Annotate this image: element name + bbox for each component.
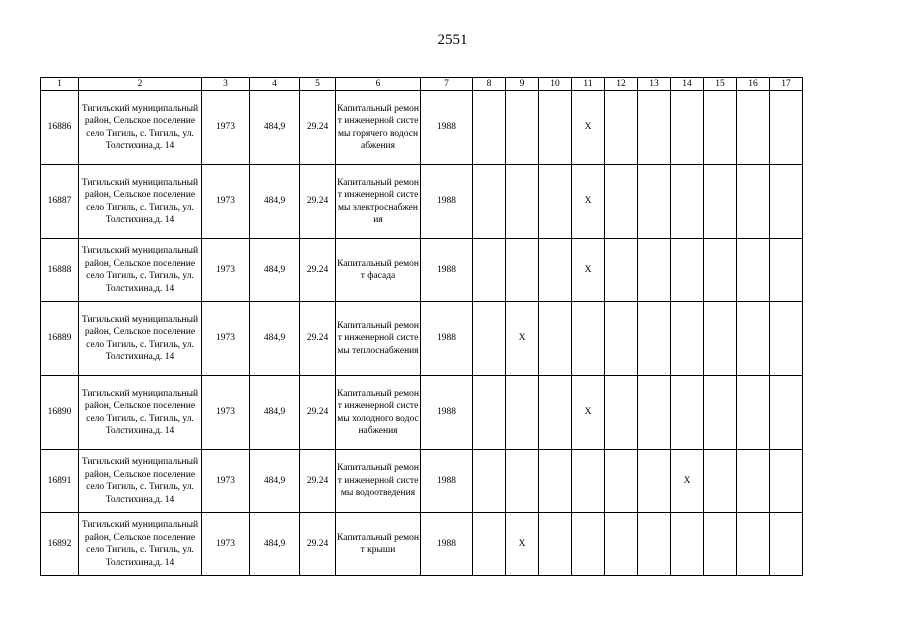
- work-type-cell: Капитальный ремонт инженерной системы водоотведения: [336, 450, 421, 513]
- mark-cell: [539, 165, 572, 239]
- mark-cell: [605, 239, 638, 302]
- mark-cell: X: [671, 450, 704, 513]
- mark-cell: [770, 450, 803, 513]
- column-header: 3: [202, 78, 250, 91]
- mark-cell: [704, 513, 737, 576]
- record-id-cell: 16889: [41, 302, 79, 376]
- mark-cell: [638, 302, 671, 376]
- record-id-cell: 16892: [41, 513, 79, 576]
- mark-cell: [770, 239, 803, 302]
- record-id-cell: 16891: [41, 450, 79, 513]
- year-cell: 1973: [202, 91, 250, 165]
- year-cell: 1973: [202, 239, 250, 302]
- mark-cell: [473, 513, 506, 576]
- mark-cell: [671, 376, 704, 450]
- table-row: [41, 91, 803, 165]
- page-number: 2551: [437, 32, 468, 48]
- year-cell: 1988: [421, 513, 473, 576]
- mark-cell: [473, 239, 506, 302]
- mark-cell: [638, 450, 671, 513]
- table-row: [41, 450, 803, 513]
- mark-cell: X: [572, 165, 605, 239]
- mark-cell: X: [506, 513, 539, 576]
- mark-cell: [671, 513, 704, 576]
- year-cell: 1988: [421, 239, 473, 302]
- mark-cell: [605, 376, 638, 450]
- table-body: [41, 91, 803, 576]
- record-id-cell: 16890: [41, 376, 79, 450]
- area-cell: 484,9: [250, 239, 300, 302]
- column-header: 14: [671, 78, 704, 91]
- mark-cell: [572, 513, 605, 576]
- mark-cell: [473, 91, 506, 165]
- column-header: 15: [704, 78, 737, 91]
- column-header: 4: [250, 78, 300, 91]
- mark-cell: [704, 165, 737, 239]
- mark-cell: [539, 513, 572, 576]
- record-id-cell: 16887: [41, 165, 79, 239]
- address-cell: Тигильский муниципальный район, Сельское поселение село Тигиль, с. Тигиль, ул. Толстихина,д. 14: [79, 513, 202, 576]
- area-cell: 484,9: [250, 376, 300, 450]
- year-cell: 1988: [421, 376, 473, 450]
- year-cell: 1973: [202, 450, 250, 513]
- column-header: 9: [506, 78, 539, 91]
- mark-cell: X: [506, 302, 539, 376]
- mark-cell: [737, 91, 770, 165]
- repair-schedule-table: [40, 77, 803, 576]
- table-row: [41, 513, 803, 576]
- address-cell: Тигильский муниципальный район, Сельское поселение село Тигиль, с. Тигиль, ул. Толстихина,д. 14: [79, 239, 202, 302]
- mark-cell: [671, 91, 704, 165]
- mark-cell: [506, 165, 539, 239]
- mark-cell: [638, 91, 671, 165]
- mark-cell: [572, 450, 605, 513]
- value-cell: 29.24: [300, 165, 336, 239]
- mark-cell: [506, 239, 539, 302]
- area-cell: 484,9: [250, 513, 300, 576]
- address-cell: Тигильский муниципальный район, Сельское поселение село Тигиль, с. Тигиль, ул. Толстихина,д. 14: [79, 165, 202, 239]
- column-header: 12: [605, 78, 638, 91]
- column-header: 8: [473, 78, 506, 91]
- mark-cell: [605, 450, 638, 513]
- mark-cell: [473, 376, 506, 450]
- mark-cell: [638, 239, 671, 302]
- mark-cell: [506, 91, 539, 165]
- column-header: 17: [770, 78, 803, 91]
- mark-cell: [704, 91, 737, 165]
- year-cell: 1973: [202, 513, 250, 576]
- mark-cell: [539, 239, 572, 302]
- year-cell: 1988: [421, 450, 473, 513]
- mark-cell: [605, 165, 638, 239]
- mark-cell: [473, 165, 506, 239]
- mark-cell: [605, 513, 638, 576]
- mark-cell: [506, 450, 539, 513]
- mark-cell: [638, 513, 671, 576]
- value-cell: 29.24: [300, 91, 336, 165]
- mark-cell: [704, 376, 737, 450]
- value-cell: 29.24: [300, 302, 336, 376]
- mark-cell: [539, 450, 572, 513]
- address-cell: Тигильский муниципальный район, Сельское поселение село Тигиль, с. Тигиль, ул. Толстихина,д. 14: [79, 91, 202, 165]
- address-cell: Тигильский муниципальный район, Сельское поселение село Тигиль, с. Тигиль, ул. Толстихина,д. 14: [79, 302, 202, 376]
- year-cell: 1973: [202, 376, 250, 450]
- mark-cell: [506, 376, 539, 450]
- area-cell: 484,9: [250, 165, 300, 239]
- table-row: [41, 165, 803, 239]
- column-header: 5: [300, 78, 336, 91]
- column-header: 1: [41, 78, 79, 91]
- value-cell: 29.24: [300, 239, 336, 302]
- value-cell: 29.24: [300, 513, 336, 576]
- column-header: 11: [572, 78, 605, 91]
- year-cell: 1973: [202, 302, 250, 376]
- mark-cell: [704, 239, 737, 302]
- mark-cell: [737, 239, 770, 302]
- record-id-cell: 16888: [41, 239, 79, 302]
- year-cell: 1988: [421, 165, 473, 239]
- mark-cell: [737, 513, 770, 576]
- area-cell: 484,9: [250, 91, 300, 165]
- mark-cell: [737, 376, 770, 450]
- mark-cell: [704, 450, 737, 513]
- mark-cell: [473, 450, 506, 513]
- table-row: [41, 376, 803, 450]
- mark-cell: [770, 302, 803, 376]
- address-cell: Тигильский муниципальный район, Сельское поселение село Тигиль, с. Тигиль, ул. Толстихина,д. 14: [79, 450, 202, 513]
- mark-cell: X: [572, 91, 605, 165]
- year-cell: 1973: [202, 165, 250, 239]
- work-type-cell: Капитальный ремонт инженерной системы теплоснабжения: [336, 302, 421, 376]
- mark-cell: [737, 165, 770, 239]
- column-header: 2: [79, 78, 202, 91]
- column-header: 13: [638, 78, 671, 91]
- mark-cell: [605, 302, 638, 376]
- column-number-row: [41, 78, 803, 91]
- value-cell: 29.24: [300, 450, 336, 513]
- mark-cell: [638, 376, 671, 450]
- value-cell: 29.24: [300, 376, 336, 450]
- mark-cell: [539, 91, 572, 165]
- year-cell: 1988: [421, 91, 473, 165]
- column-header: 6: [336, 78, 421, 91]
- column-header: 16: [737, 78, 770, 91]
- mark-cell: [770, 91, 803, 165]
- mark-cell: X: [572, 239, 605, 302]
- mark-cell: [671, 239, 704, 302]
- mark-cell: X: [572, 376, 605, 450]
- mark-cell: [770, 513, 803, 576]
- work-type-cell: Капитальный ремонт инженерной системы электроснабжения: [336, 165, 421, 239]
- mark-cell: [704, 302, 737, 376]
- mark-cell: [539, 302, 572, 376]
- record-id-cell: 16886: [41, 91, 79, 165]
- column-header: 7: [421, 78, 473, 91]
- column-header: 10: [539, 78, 572, 91]
- mark-cell: [671, 302, 704, 376]
- mark-cell: [671, 165, 704, 239]
- work-type-cell: Капитальный ремонт крыши: [336, 513, 421, 576]
- work-type-cell: Капитальный ремонт инженерной системы горячего водоснабжения: [336, 91, 421, 165]
- mark-cell: [605, 91, 638, 165]
- year-cell: 1988: [421, 302, 473, 376]
- work-type-cell: Капитальный ремонт инженерной системы холодного водоснабжения: [336, 376, 421, 450]
- mark-cell: [770, 376, 803, 450]
- work-type-cell: Капитальный ремонт фасада: [336, 239, 421, 302]
- table-row: [41, 302, 803, 376]
- mark-cell: [572, 302, 605, 376]
- table-row: [41, 239, 803, 302]
- mark-cell: [539, 376, 572, 450]
- mark-cell: [638, 165, 671, 239]
- address-cell: Тигильский муниципальный район, Сельское поселение село Тигиль, с. Тигиль, ул. Толстихина,д. 14: [79, 376, 202, 450]
- mark-cell: [737, 450, 770, 513]
- area-cell: 484,9: [250, 450, 300, 513]
- mark-cell: [473, 302, 506, 376]
- mark-cell: [737, 302, 770, 376]
- area-cell: 484,9: [250, 302, 300, 376]
- mark-cell: [770, 165, 803, 239]
